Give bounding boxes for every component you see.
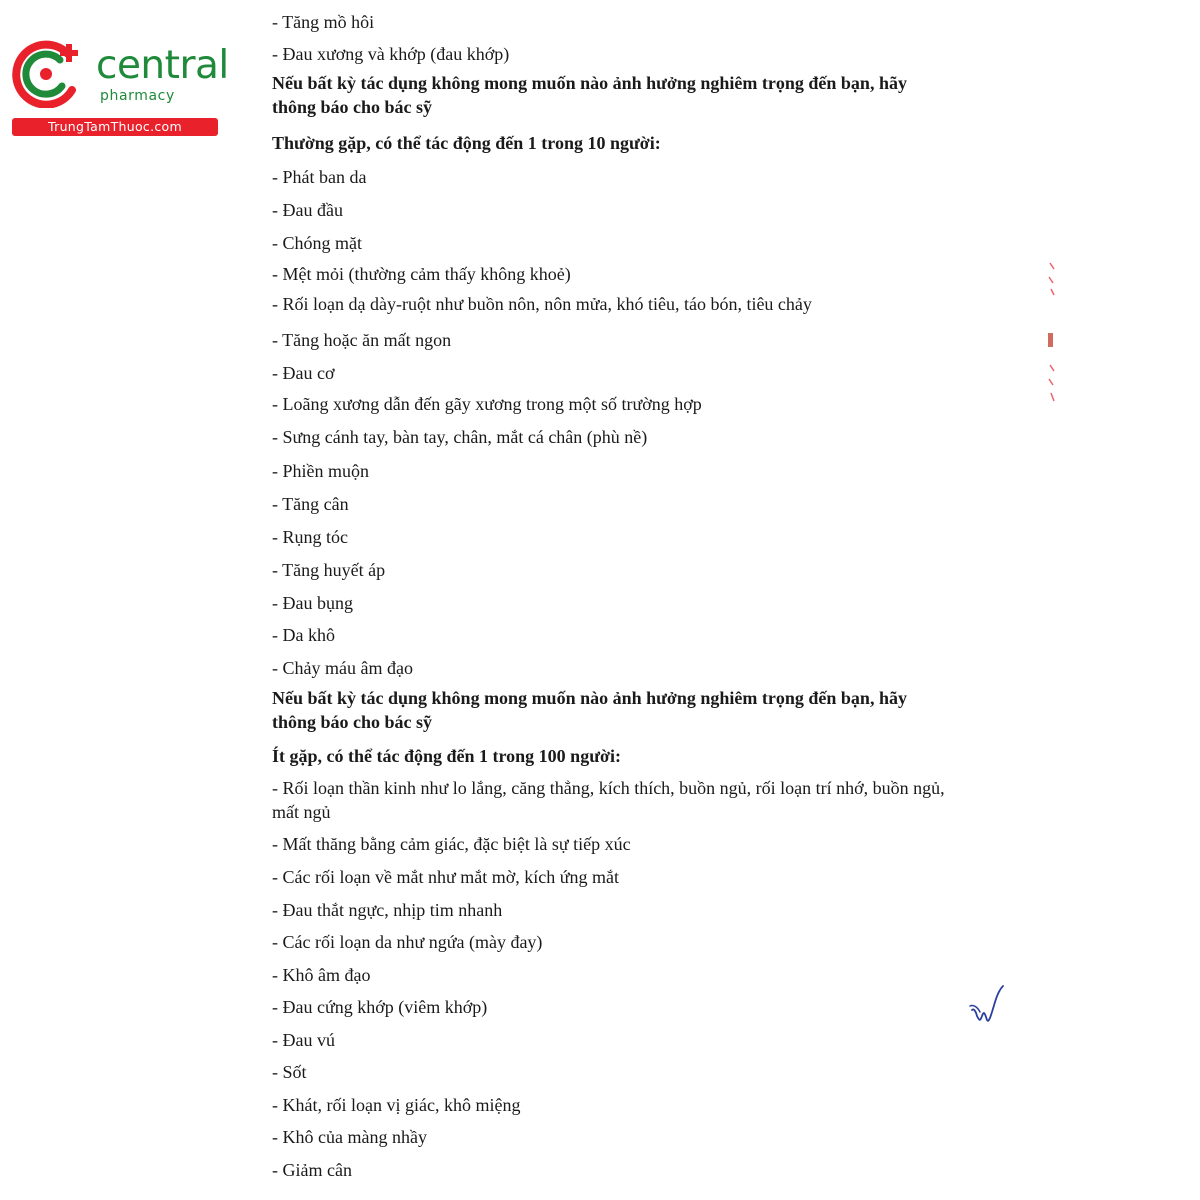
list-item: - Sốt bbox=[272, 1062, 307, 1082]
list-item: - Các rối loạn về mắt như mắt mờ, kích ứng mắt bbox=[272, 867, 619, 887]
warning-note: Nếu bất kỳ tác dụng không mong muốn nào ảnh hưởng nghiêm trọng đến bạn, hãy thông báo cho bác sỹ bbox=[272, 688, 907, 732]
list-item: - Rụng tóc bbox=[272, 527, 348, 547]
list-item: - Mất thăng bằng cảm giác, đặc biệt là sự tiếp xúc bbox=[272, 834, 631, 854]
list-item: - Khô âm đạo bbox=[272, 965, 371, 985]
list-item: - Giảm cân bbox=[272, 1160, 352, 1180]
stamp-fragment-marks bbox=[1040, 255, 1060, 415]
list-item: - Đau vú bbox=[272, 1030, 335, 1050]
list-item: - Phiền muộn bbox=[272, 461, 369, 481]
list-item: - Đau cơ bbox=[272, 363, 335, 383]
list-item: - Da khô bbox=[272, 625, 335, 645]
list-item: - Các rối loạn da như ngứa (mày đay) bbox=[272, 932, 543, 952]
list-item: - Tăng huyết áp bbox=[272, 560, 386, 580]
logo-subtitle: pharmacy bbox=[100, 88, 175, 104]
warning-note: Nếu bất kỳ tác dụng không mong muốn nào ảnh hưởng nghiêm trọng đến bạn, hãy thông báo cho bác sỹ bbox=[272, 73, 907, 117]
list-item: - Tăng cân bbox=[272, 494, 349, 514]
list-item: - Phát ban da bbox=[272, 167, 367, 187]
list-item: - Đau thắt ngực, nhịp tim nhanh bbox=[272, 900, 503, 920]
list-item: - Loãng xương dẫn đến gãy xương trong một số trường hợp bbox=[272, 394, 702, 414]
list-item: - Rối loạn thần kinh như lo lắng, căng thẳng, kích thích, buồn ngủ, rối loạn trí nhớ, buồn ngủ, mất ngủ bbox=[272, 778, 945, 822]
list-item: - Khô của màng nhầy bbox=[272, 1127, 427, 1147]
logo-website: TrungTamThuoc.com bbox=[12, 118, 218, 136]
list-item: - Chảy máu âm đạo bbox=[272, 658, 413, 678]
list-item: - Đau đầu bbox=[272, 200, 343, 220]
list-item: - Đau xương và khớp (đau khớp) bbox=[272, 44, 510, 64]
pharmacy-cross-logo-icon bbox=[10, 38, 88, 108]
section-heading-common: Thường gặp, có thể tác động đến 1 trong 10 người: bbox=[272, 133, 661, 153]
handwritten-signature bbox=[968, 982, 1008, 1032]
list-item: - Chóng mặt bbox=[272, 233, 362, 253]
central-pharmacy-logo bbox=[10, 38, 229, 138]
list-item: - Đau cứng khớp (viêm khớp) bbox=[272, 997, 488, 1017]
list-item: - Đau bụng bbox=[272, 593, 353, 613]
logo-brand-name: central bbox=[96, 43, 229, 88]
list-item: - Rối loạn dạ dày-ruột như buồn nôn, nôn mửa, khó tiêu, táo bón, tiêu chảy bbox=[272, 294, 812, 314]
list-item: - Sưng cánh tay, bàn tay, chân, mắt cá chân (phù nề) bbox=[272, 427, 648, 447]
list-item: - Tăng hoặc ăn mất ngon bbox=[272, 330, 452, 350]
list-item: - Khát, rối loạn vị giác, khô miệng bbox=[272, 1095, 521, 1115]
list-item: - Tăng mồ hôi bbox=[272, 12, 375, 32]
list-item: - Mệt mỏi (thường cảm thấy không khoẻ) bbox=[272, 264, 571, 284]
section-heading-uncommon: Ít gặp, có thể tác động đến 1 trong 100 người: bbox=[272, 746, 621, 766]
